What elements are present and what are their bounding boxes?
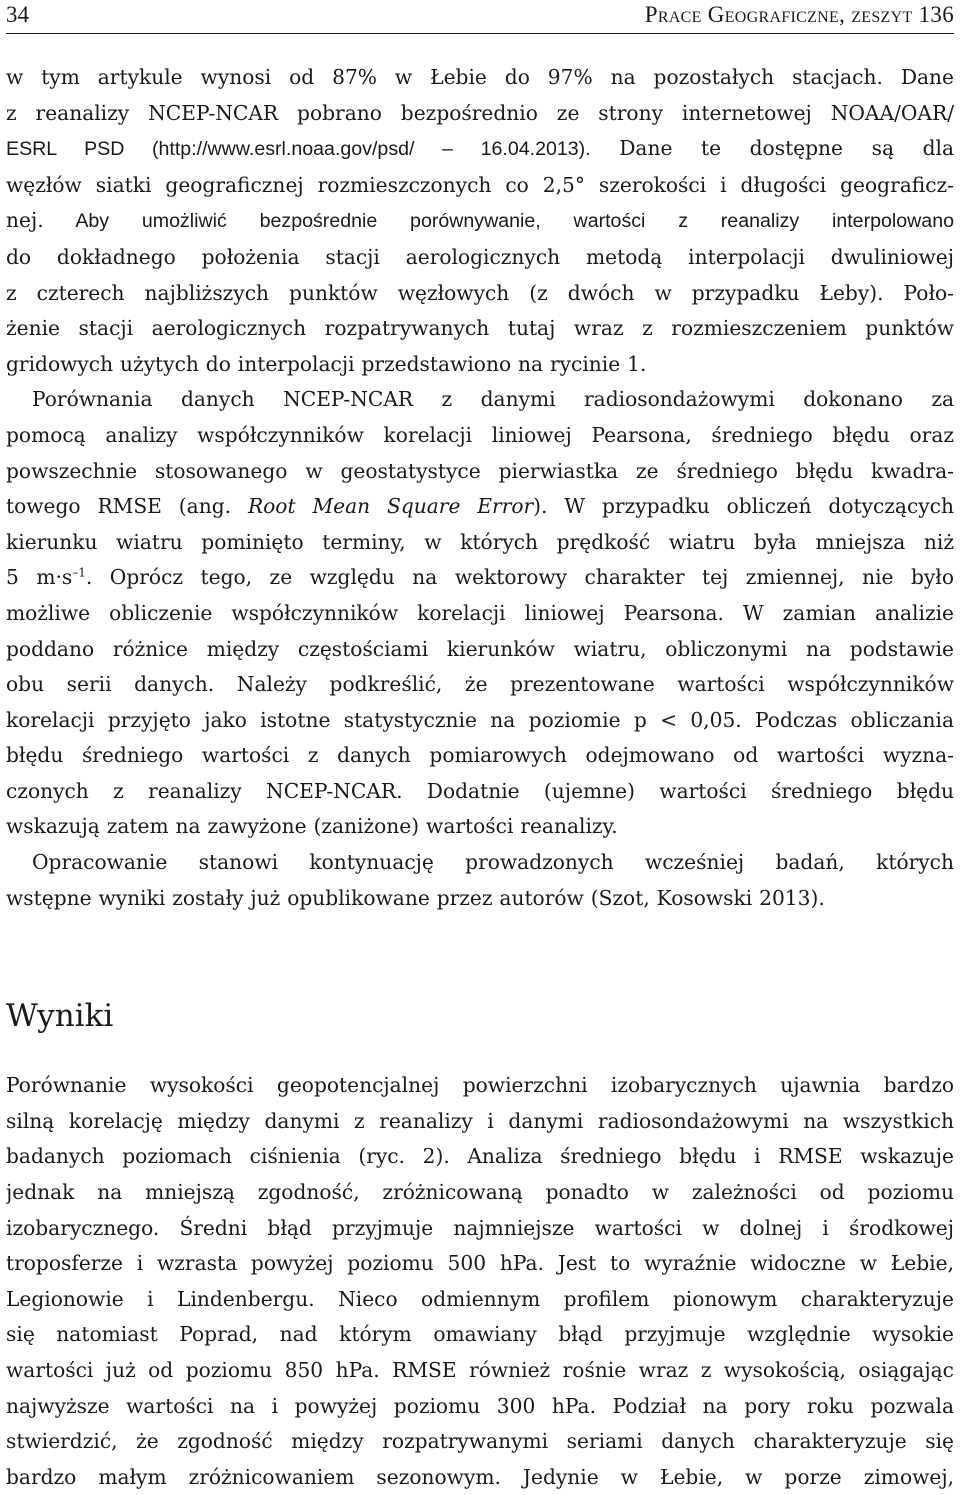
text-line: z reanalizy NCEP-NCAR pobrano bezpośrednio ze strony internetowej NOAA/OAR/	[6, 100, 954, 125]
text-line: kierunku wiatru pominięto terminy, w których prędkość wiatru była mniejsza niż	[6, 529, 954, 554]
text-line: troposferze i wzrasta powyżej poziomu 500 hPa. Jest to wyraźnie widoczne w Łebie,	[6, 1251, 954, 1276]
text-line: wskazują zatem na zawyżone (zaniżone) wartości reanalizy.	[6, 814, 618, 839]
text-line: gridowych użytych do interpolacji przedstawiono na rycinie 1.	[6, 351, 647, 376]
text-line: Porównania danych NCEP-NCAR z danymi radiosondażowymi dokonano za	[32, 387, 954, 412]
text-line: żenie stacji aerologicznych rozpatrywanych tutaj wraz z rozmieszczeniem punktów	[6, 316, 954, 341]
text-line: ESRL PSD (http://www.esrl.noaa.gov/psd/ – 16.04.2013). Dane te dostępne są dla	[6, 136, 954, 161]
text-line: izobarycznego. Średni błąd przyjmuje najmniejsze wartości w dolnej i środkowej	[6, 1215, 954, 1240]
italic-term: Root Mean Square Error	[247, 494, 534, 519]
text-line: silną korelację między danymi z reanalizy i danymi radiosondażowymi na wszystkich	[6, 1108, 954, 1133]
text-line: wstępne wyniki zostały już opublikowane przez autorów (Szot, Kosowski 2013).	[6, 885, 825, 910]
text-line: czonych z reanalizy NCEP-NCAR. Dodatnie (ujemne) wartości średniego błędu	[6, 778, 954, 803]
text-line: się natomiast Poprad, nad którym omawiany błąd przyjmuje względnie wysokie	[6, 1322, 954, 1347]
text-line: stwierdzić, że zgodność między rozpatrywanymi seriami danych charakteryzuje się	[6, 1429, 954, 1454]
unit-exponent: –1	[72, 565, 86, 580]
text-line: Opracowanie stanowi kontynuację prowadzonych wcześniej badań, których	[32, 850, 954, 875]
text-line: jednak na mniejszą zgodność, zróżnicowaną ponadto w zależności od poziomu	[6, 1180, 954, 1205]
text-line: wartości już od poziomu 850 hPa. RMSE również rośnie wraz z wysokością, osiągając	[6, 1358, 954, 1382]
text-line: z czterech najbliższych punktów węzłowych (z dwóch w przypadku Łeby). Poło-	[6, 280, 954, 305]
text-line: błędu średniego wartości z danych pomiarowych odejmowano od wartości wyzna-	[6, 743, 954, 768]
text-line: najwyższe wartości na i powyżej poziomu 300 hPa. Podział na pory roku pozwala	[6, 1393, 954, 1418]
text-line: 5 $m\cdot s^{-1}$. Oprócz tego, ze względu na wektorowy charakter tej zmiennej, nie było	[6, 565, 954, 590]
url-citation: ESRL PSD (http://www.esrl.noaa.gov/psd/ – 16.04.2013).	[6, 138, 591, 161]
paragraph-methods-data	[6, 60, 954, 382]
paragraph-continuation	[6, 845, 954, 916]
text-line: węzłów siatki geograficznej rozmieszczonych co 2,5° szerokości i długości geograficz-	[6, 172, 954, 197]
text-line: nej. Aby umożliwić bezpośrednie porównywanie, wartości z reanalizy interpolowano	[6, 208, 954, 233]
page	[6, 0, 954, 1495]
text-line: poddano różnice między częstościami kierunków wiatru, obliczonymi na podstawie	[6, 636, 954, 661]
section-heading: Wyniki	[6, 998, 114, 1035]
text-line: do dokładnego położenia stacji aerologicznych metodą interpolacji dwuliniowej	[6, 244, 954, 269]
text-line: korelacji przyjęto jako istotne statystycznie na poziomie p < 0,05. Podczas obliczania	[6, 707, 954, 732]
text-line: obu serii danych. Należy podkreślić, że prezentowane wartości współczynników	[6, 672, 954, 697]
paragraph-results	[6, 1068, 954, 1495]
running-head	[6, 0, 954, 34]
journal-title: Prace Geograficzne, zeszyt 136	[644, 2, 954, 27]
text-line: badanych poziomach ciśnienia (ryc. 2). Analiza średniego błędu i RMSE wskazuje	[6, 1144, 954, 1169]
text-line: powszechnie stosowanego w geostatystyce pierwiastka ze średniego błędu kwadra-	[6, 458, 954, 483]
text-line: pomocą analizy współczynników korelacji liniowej Pearsona, średniego błędu oraz	[6, 422, 954, 447]
text-line: w tym artykule wynosi od 87% w Łebie do 97% na pozostałych stacjach. Dane	[6, 65, 954, 89]
text-line: możliwe obliczenie współczynników korelacji liniowej Pearsona. W zamian analizie	[6, 600, 954, 625]
text-line: Legionowie i Lindenbergu. Nieco odmiennym profilem pionowym charakteryzuje	[6, 1286, 954, 1311]
text-line: bardzo małym zróżnicowaniem sezonowym. Jedynie w Łebie, w porze zimowej,	[6, 1464, 954, 1489]
paragraph-methods-comparison	[6, 382, 954, 845]
text-line: Porównanie wysokości geopotencjalnej powierzchni izobarycznych ujawnia bardzo	[6, 1073, 954, 1098]
body-text	[6, 60, 954, 1495]
text-line: towego RMSE (ang. Root Mean Square Error). W przypadku obliczeń dotyczących	[6, 494, 954, 519]
page-number: 34	[6, 2, 29, 27]
